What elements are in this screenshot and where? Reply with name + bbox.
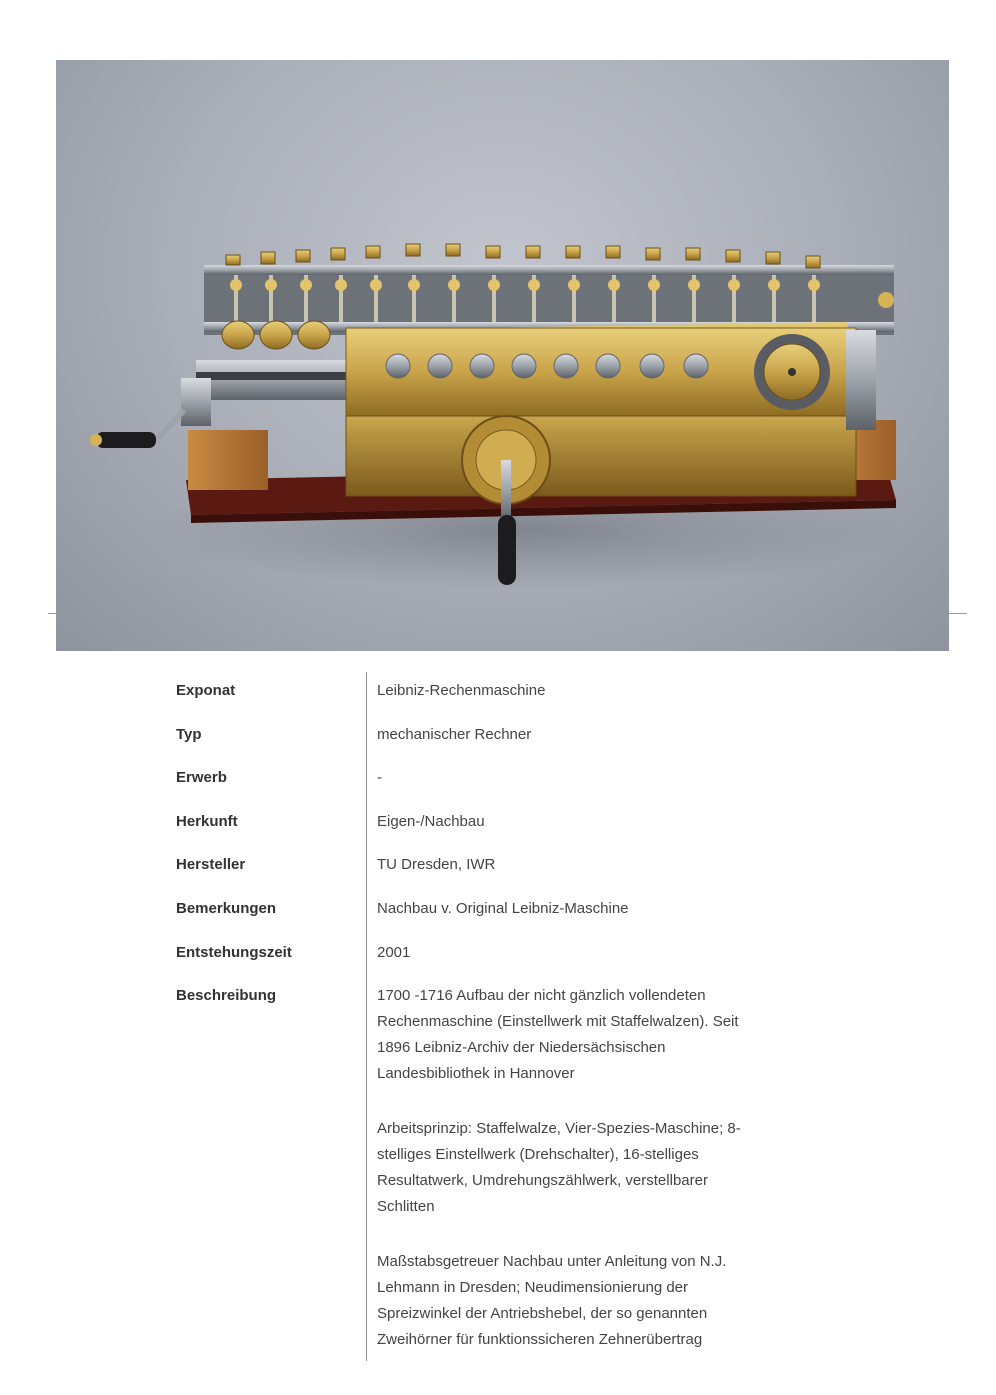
detail-value: 2001: [377, 943, 411, 961]
detail-label: Exponat: [176, 682, 236, 699]
detail-row-herkunft: [176, 803, 796, 847]
detail-row-entstehungszeit: [176, 934, 796, 978]
detail-label: Herkunft: [176, 812, 238, 830]
detail-row-erwerb: [176, 759, 796, 803]
description-paragraph: Maßstabsgetreuer Nachbau unter Anleitung von N.J. Lehmann in Dresden; Neudimensionierung der Spreizwinkel der Antriebshebel, der so genannten Zweihörner für funktionssicheren Zehnerübertrag: [377, 1253, 727, 1349]
detail-row-beschreibung: [176, 977, 796, 1382]
description-paragraph: Arbeitsprinzip: Staffelwalze, Vier-Spezies-Maschine; 8-stelliges Einstellwerk (Drehschalter), 16-stelliges Resultatwerk, Umdrehungszählwerk, verstellbarer Schlitten: [377, 1120, 741, 1216]
detail-label: Hersteller: [176, 856, 246, 874]
detail-label: Typ: [176, 725, 202, 743]
detail-row-exponat: [176, 672, 796, 716]
detail-value: Leibniz-Rechenmaschine: [377, 682, 546, 699]
detail-value: Nachbau v. Original Leibniz-Maschine: [377, 899, 629, 917]
detail-label: Beschreibung: [176, 987, 277, 1005]
detail-value: mechanischer Rechner: [377, 725, 532, 743]
description-text: [377, 977, 757, 1382]
detail-value: Eigen-/Nachbau: [377, 812, 485, 830]
detail-value: TU Dresden, IWR: [377, 856, 496, 874]
exhibit-photo: [56, 60, 949, 651]
detail-value: -: [377, 769, 382, 787]
exhibit-details: [176, 672, 796, 1382]
detail-label: Entstehungszeit: [176, 943, 292, 961]
detail-row-typ: [176, 716, 796, 760]
calculating-machine-photo: [56, 60, 949, 651]
detail-row-bemerkungen: [176, 890, 796, 934]
description-paragraph: 1700 -1716 Aufbau der nicht gänzlich vollendeten Rechenmaschine (Einstellwerk mit Staffelwalzen). Seit 1896 Leibniz-Archiv der Niedersächsischen Landesbibliothek in Hannover: [377, 987, 739, 1083]
detail-label: Bemerkungen: [176, 899, 277, 917]
detail-label: Erwerb: [176, 769, 227, 787]
detail-row-hersteller: [176, 846, 796, 890]
